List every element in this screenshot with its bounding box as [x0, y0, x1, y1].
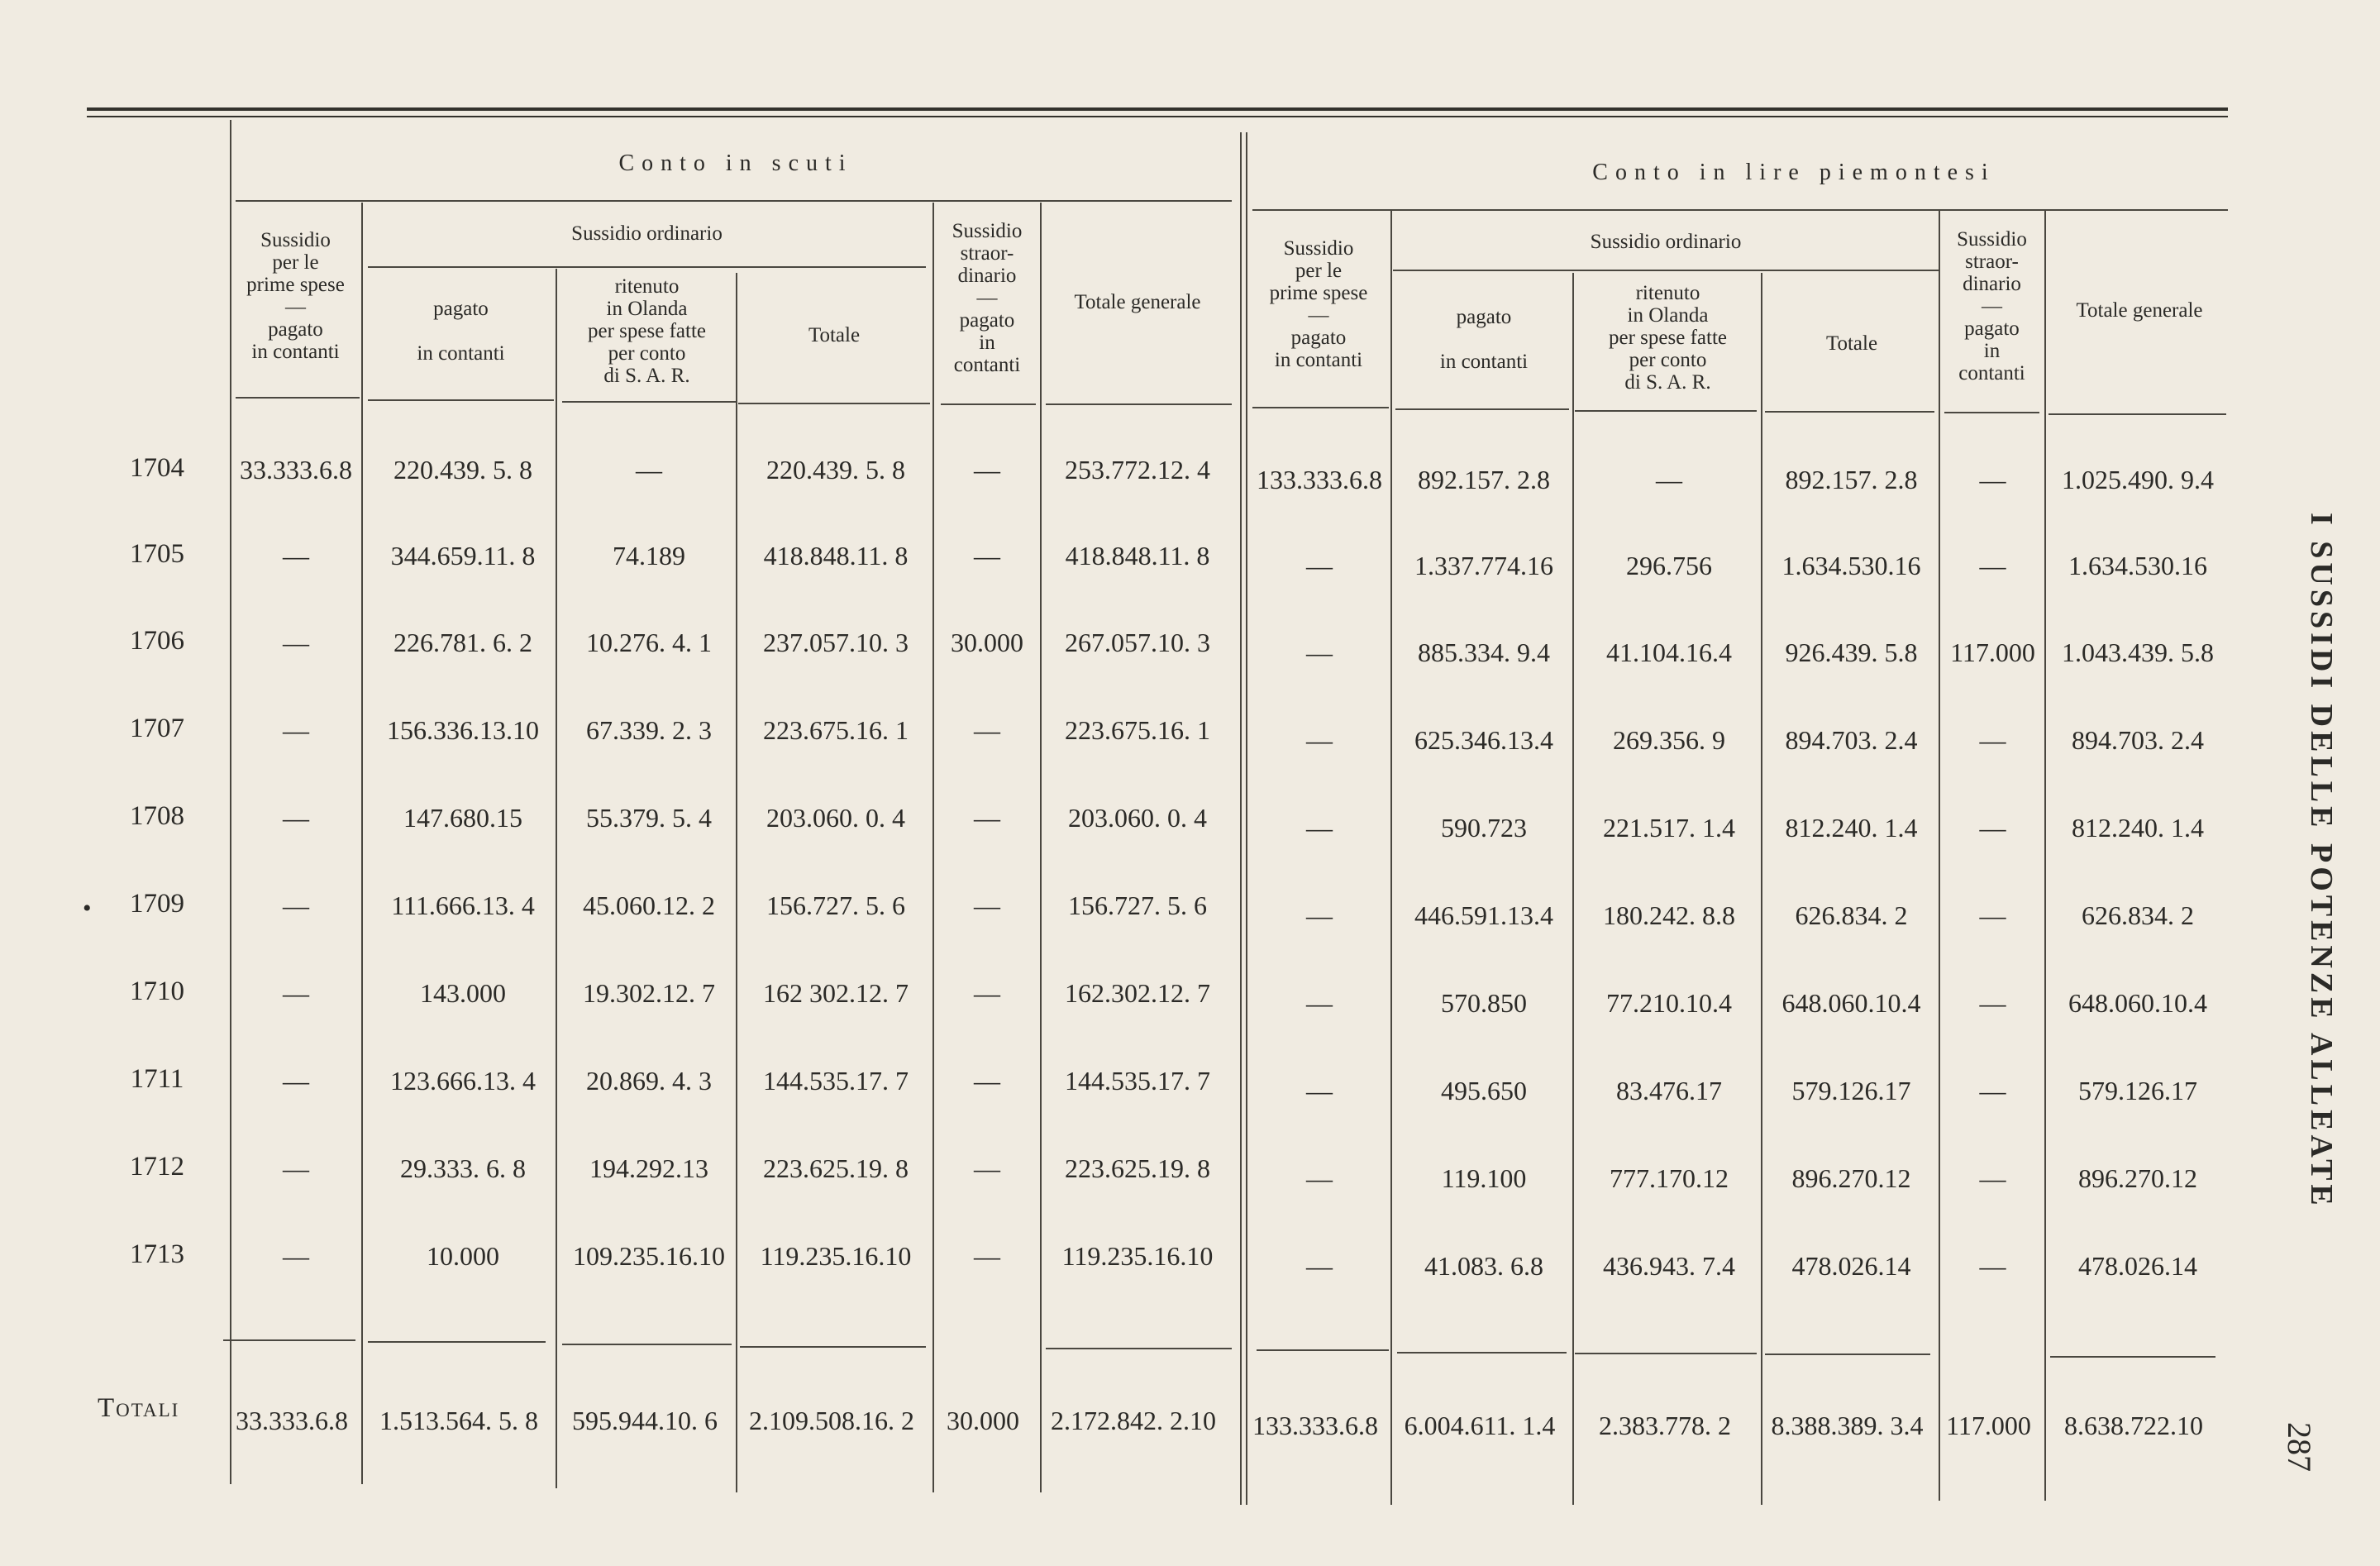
total-rule [223, 1339, 355, 1341]
table-cell: 180.242. 8.8 [1603, 900, 1735, 930]
table-cell: — [283, 978, 309, 1008]
table-cell: — [1979, 551, 2006, 580]
table-cell: 109.235.16.10 [573, 1241, 725, 1271]
table-cell: — [1979, 725, 2006, 755]
table-cell: — [1306, 900, 1333, 930]
table-cell: — [283, 628, 309, 657]
total-cell: 2.172.842. 2.10 [1051, 1406, 1216, 1435]
table-cell: — [1306, 551, 1333, 580]
table-cell: 1.634.530.16 [1781, 551, 1921, 580]
total-cell: 117.000 [1946, 1411, 2031, 1440]
table-cell: 1.634.530.16 [2068, 551, 2207, 580]
table-cell: 579.126.17 [2078, 1076, 2197, 1105]
table-cell: 33.333.6.8 [240, 455, 352, 485]
table-cell: 812.240. 1.4 [2072, 813, 2204, 843]
year-label: 1712 [130, 1152, 184, 1182]
table-cell: 20.869. 4. 3 [586, 1066, 712, 1096]
table-cell: 267.057.10. 3 [1065, 628, 1210, 657]
table-cell: 812.240. 1.4 [1785, 813, 1918, 843]
table-cell: 892.157. 2.8 [1418, 465, 1550, 494]
year-label: 1705 [130, 539, 184, 569]
total-cell: 6.004.611. 1.4 [1404, 1411, 1556, 1440]
table-cell: 119.235.16.10 [760, 1241, 912, 1271]
group-title-lire: Conto in lire piemontesi [1592, 160, 1996, 185]
column-divider [1390, 211, 1392, 1505]
table-cell: 1.043.439. 5.8 [2062, 637, 2214, 667]
header-straordinario-scuti: Sussidio straor- dinario — pagato in contanti [952, 219, 1023, 376]
total-rule [2050, 1356, 2215, 1358]
table-cell: — [1979, 900, 2006, 930]
table-cell: — [1306, 813, 1333, 843]
table-cell: — [974, 455, 1000, 485]
total-cell: 8.388.389. 3.4 [1771, 1411, 1924, 1440]
year-label: 1707 [130, 714, 184, 743]
table-cell: 436.943. 7.4 [1603, 1251, 1735, 1281]
margin-mark: • [83, 895, 92, 922]
table-cell: 203.060. 0. 4 [1068, 803, 1207, 833]
table-cell: 223.675.16. 1 [1065, 715, 1210, 745]
table-cell: — [283, 1241, 309, 1271]
header-totale-scuti: Totale [808, 323, 861, 346]
top-rule-thin [87, 116, 2228, 117]
table-cell: — [1656, 465, 1682, 494]
table-cell: 926.439. 5.8 [1785, 637, 1918, 667]
total-cell: 2.383.778. 2 [1599, 1411, 1731, 1440]
table-cell: 648.060.10.4 [1781, 988, 1921, 1018]
table-cell: 119.100 [1441, 1163, 1527, 1193]
table-cell: 226.781. 6. 2 [393, 628, 532, 657]
year-label: 1706 [130, 626, 184, 656]
table-cell: 144.535.17. 7 [763, 1066, 909, 1096]
table-cell: 220.439. 5. 8 [766, 455, 905, 485]
table-cell: 194.292.13 [589, 1153, 708, 1183]
table-cell: 10.000 [427, 1241, 499, 1271]
table-cell: 418.848.11. 8 [763, 541, 909, 571]
group-divider [1246, 132, 1247, 1505]
table-cell: 648.060.10.4 [2068, 988, 2207, 1018]
column-divider [932, 203, 934, 1492]
header-pagato-lire: pagato in contanti [1439, 305, 1529, 373]
total-rule [1046, 1348, 1232, 1349]
header-underline [562, 401, 736, 403]
column-divider [1939, 211, 1940, 1501]
column-divider [1040, 203, 1042, 1492]
column-divider [361, 203, 363, 1484]
table-cell: — [974, 715, 1000, 745]
table-cell: — [1979, 1076, 2006, 1105]
table-cell: 67.339. 2. 3 [586, 715, 712, 745]
table-cell: 237.057.10. 3 [763, 628, 909, 657]
header-generale-scuti: Totale generale [1074, 290, 1201, 313]
table-cell: 626.834. 2 [2082, 900, 2194, 930]
table-cell: — [1306, 1163, 1333, 1193]
header-underline [1046, 403, 1232, 405]
top-rule [87, 107, 2228, 111]
table-cell: — [1306, 1076, 1333, 1105]
header-generale-lire: Totale generale [2076, 298, 2203, 322]
header-prime-spese-lire: Sussidio per le prime spese — pagato in contanti [1269, 237, 1368, 371]
total-rule [1257, 1349, 1389, 1351]
header-prime-spese-scuti: Sussidio per le prime spese — pagato in contanti [246, 229, 345, 363]
table-cell: 77.210.10.4 [1606, 988, 1732, 1018]
header-underline [1395, 408, 1569, 410]
total-rule [740, 1346, 926, 1348]
table-cell: 19.302.12. 7 [583, 978, 715, 1008]
table-cell: 446.591.13.4 [1414, 900, 1553, 930]
column-divider [1572, 273, 1574, 1505]
table-cell: 892.157. 2.8 [1785, 465, 1918, 494]
table-cell: 223.625.19. 8 [1065, 1153, 1210, 1183]
table-cell: 296.756 [1626, 551, 1712, 580]
total-rule [1765, 1354, 1930, 1355]
header-ordinario-scuti: Sussidio ordinario [571, 222, 723, 245]
table-cell: 894.703. 2.4 [1785, 725, 1918, 755]
table-cell: — [283, 890, 309, 920]
table-cell: 74.189 [613, 541, 685, 571]
total-cell: 133.333.6.8 [1252, 1411, 1378, 1440]
header-underline [2049, 413, 2226, 415]
table-cell: — [1979, 813, 2006, 843]
header-underline [1765, 411, 1934, 413]
header-ordinario-lire: Sussidio ordinario [1590, 230, 1742, 253]
header-underline [738, 403, 930, 404]
table-cell: 111.666.13. 4 [391, 890, 535, 920]
header-underline [236, 397, 360, 399]
table-cell: 123.666.13. 4 [390, 1066, 536, 1096]
table-cell: 1.337.774.16 [1414, 551, 1553, 580]
header-underline [368, 399, 554, 401]
table-cell: 147.680.15 [403, 803, 522, 833]
total-cell: 30.000 [947, 1406, 1019, 1435]
table-cell: — [1979, 465, 2006, 494]
table-cell: 478.026.14 [1791, 1251, 1911, 1281]
table-cell: 45.060.12. 2 [583, 890, 715, 920]
table-cell: 29.333. 6. 8 [400, 1153, 526, 1183]
header-ritenuto-lire: ritenuto in Olanda per spese fatte per conto di S. A. R. [1609, 281, 1727, 394]
table-cell: 223.675.16. 1 [763, 715, 909, 745]
header-underline [1575, 410, 1757, 412]
table-cell: — [1306, 725, 1333, 755]
year-label: 1713 [130, 1239, 184, 1269]
table-cell: 117.000 [1950, 637, 2035, 667]
table-cell: 133.333.6.8 [1257, 465, 1382, 494]
table-cell: 223.625.19. 8 [763, 1153, 909, 1183]
total-cell: 8.638.722.10 [2064, 1411, 2203, 1440]
header-rule [368, 266, 926, 268]
table-cell: 478.026.14 [2078, 1251, 2197, 1281]
table-cell: 1.025.490. 9.4 [2062, 465, 2214, 494]
table-cell: — [1979, 1251, 2006, 1281]
header-underline [941, 403, 1036, 405]
header-totale-lire: Totale [1825, 332, 1878, 355]
header-underline [1944, 412, 2039, 413]
header-rule [1252, 209, 2228, 211]
group-divider [1240, 132, 1242, 1505]
table-cell: 590.723 [1441, 813, 1527, 843]
table-cell: 162 302.12. 7 [763, 978, 909, 1008]
year-label: 1711 [130, 1064, 184, 1094]
table-cell: 570.850 [1441, 988, 1527, 1018]
table-cell: 896.270.12 [2078, 1163, 2197, 1193]
table-cell: — [283, 715, 309, 745]
table-cell: 55.379. 5. 4 [586, 803, 712, 833]
column-divider [2044, 211, 2046, 1501]
year-label: 1708 [130, 801, 184, 831]
total-cell: 1.513.564. 5. 8 [379, 1406, 538, 1435]
table-cell: 896.270.12 [1791, 1163, 1911, 1193]
table-cell: — [1979, 988, 2006, 1018]
table-cell: 579.126.17 [1791, 1076, 1911, 1105]
page-number: 287 [2281, 1422, 2318, 1472]
total-rule [1397, 1352, 1567, 1354]
total-cell: 33.333.6.8 [236, 1406, 348, 1435]
table-cell: 119.235.16.10 [1061, 1241, 1214, 1271]
column-divider [556, 269, 557, 1488]
total-rule [562, 1344, 732, 1345]
table-cell: 221.517. 1.4 [1603, 813, 1735, 843]
table-cell: 626.834. 2 [1795, 900, 1908, 930]
table-cell: — [283, 541, 309, 571]
year-label: 1704 [130, 453, 184, 483]
table-cell: 156.727. 5. 6 [766, 890, 905, 920]
running-title: I SUSSIDI DELLE POTENZE ALLEATE [2304, 513, 2339, 1210]
header-straordinario-lire: Sussidio straor- dinario — pagato in contanti [1957, 227, 2027, 384]
table-cell: — [283, 1153, 309, 1183]
header-ritenuto-scuti: ritenuto in Olanda per spese fatte per conto di S. A. R. [588, 275, 706, 387]
column-divider [1761, 273, 1762, 1505]
totals-label: Totali [98, 1393, 180, 1423]
table-cell: — [974, 890, 1000, 920]
table-cell: 418.848.11. 8 [1065, 541, 1210, 571]
table-cell: 41.104.16.4 [1606, 637, 1732, 667]
table-cell: 41.083. 6.8 [1424, 1251, 1543, 1281]
table-cell: — [974, 1153, 1000, 1183]
table-cell: 220.439. 5. 8 [393, 455, 532, 485]
table-cell: 894.703. 2.4 [2072, 725, 2204, 755]
year-label: 1709 [130, 889, 184, 919]
table-cell: 269.356. 9 [1613, 725, 1725, 755]
table-cell: 156.727. 5. 6 [1068, 890, 1207, 920]
group-title-scuti: Conto in scuti [618, 150, 853, 176]
table-cell: 344.659.11. 8 [390, 541, 536, 571]
table-cell: 144.535.17. 7 [1065, 1066, 1210, 1096]
table-cell: 162.302.12. 7 [1065, 978, 1210, 1008]
table-cell: — [974, 978, 1000, 1008]
table-cell: — [974, 1241, 1000, 1271]
table-cell: 253.772.12. 4 [1065, 455, 1210, 485]
table-cell: 143.000 [420, 978, 506, 1008]
table-cell: 156.336.13.10 [387, 715, 539, 745]
header-rule [236, 200, 1232, 202]
total-cell: 2.109.508.16. 2 [749, 1406, 914, 1435]
table-cell: — [283, 803, 309, 833]
table-cell: 885.334. 9.4 [1418, 637, 1550, 667]
table-cell: 30.000 [951, 628, 1023, 657]
table-cell: — [1306, 637, 1333, 667]
year-label: 1710 [130, 976, 184, 1006]
table-cell: 10.276. 4. 1 [586, 628, 712, 657]
table-cell: 495.650 [1441, 1076, 1527, 1105]
table-cell: — [636, 455, 662, 485]
table-cell: — [1979, 1163, 2006, 1193]
table-cell: 625.346.13.4 [1414, 725, 1553, 755]
total-cell: 595.944.10. 6 [572, 1406, 718, 1435]
table-cell: 203.060. 0. 4 [766, 803, 905, 833]
table-cell: 83.476.17 [1616, 1076, 1722, 1105]
total-rule [368, 1341, 546, 1343]
total-rule [1575, 1353, 1757, 1354]
header-rule [1393, 270, 1939, 271]
table-cell: — [283, 1066, 309, 1096]
header-pagato-scuti: pagato in contanti [417, 297, 505, 365]
table-cell: — [974, 541, 1000, 571]
table-cell: — [974, 1066, 1000, 1096]
table-cell: — [974, 803, 1000, 833]
table-cell: — [1306, 988, 1333, 1018]
header-underline [1252, 407, 1389, 408]
table-cell: — [1306, 1251, 1333, 1281]
table-cell: 777.170.12 [1610, 1163, 1729, 1193]
